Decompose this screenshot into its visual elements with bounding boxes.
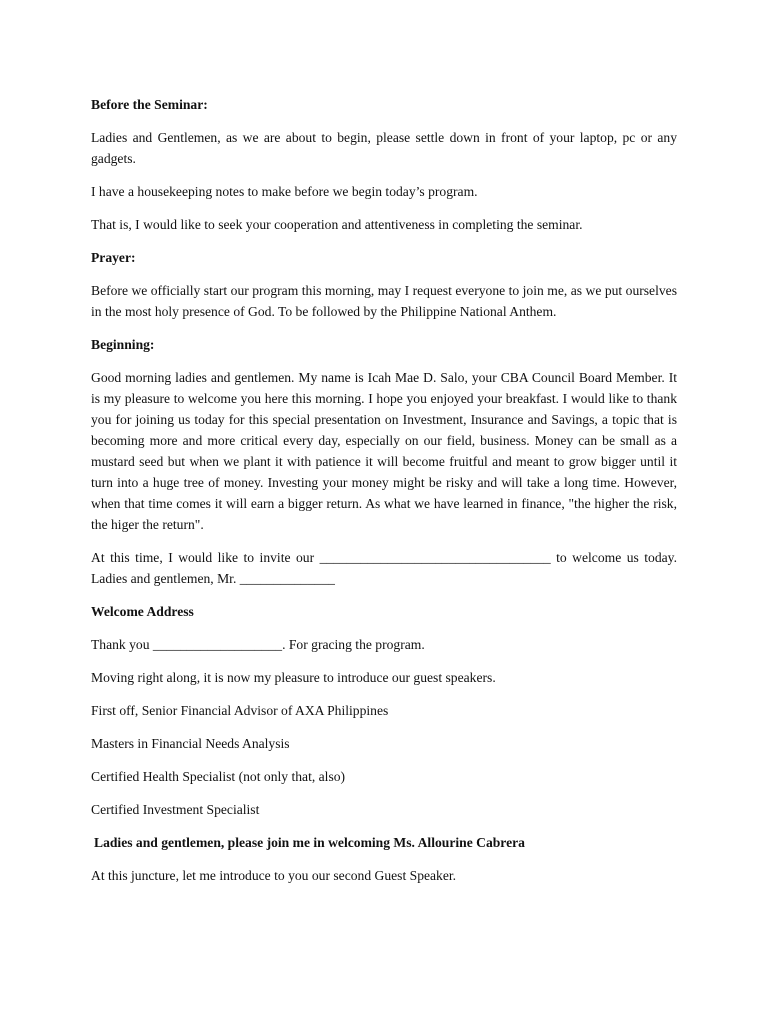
- heading-before-seminar: Before the Seminar:: [91, 97, 208, 112]
- invite-blank-2: ______________: [239, 571, 335, 586]
- invite-text-2: to welcome us today. Ladies and gentlemen, Mr.: [91, 550, 677, 586]
- paragraph-introduce-speakers: Moving right along, it is now my pleasure to introduce our guest speakers.: [91, 670, 496, 685]
- paragraph-cooperation: That is, I would like to seek your cooperation and attentiveness in completing the seminar.: [91, 217, 583, 232]
- heading-welcome-address: Welcome Address: [91, 604, 194, 619]
- paragraph-masters: Masters in Financial Needs Analysis: [91, 736, 290, 751]
- document-page: [91, 94, 677, 898]
- invite-text-1: At this time, I would like to invite our: [91, 550, 320, 565]
- paragraph-opening-remarks: Good morning ladies and gentlemen. My name is Icah Mae D. Salo, your CBA Council Board Member. It is my pleasure to welcome you here this morning. I hope you enjoyed your breakfast. I would like to thank you for joining us today for this special presentation on Investment, Insurance and Savings, a topic that is becoming more and more critical every day, especially on our field, business. Money can be small as a mustard seed but when we plant it with patience it will become fruitful and meant to grow bigger until it turn into a huge tree of money. Investing your money might be risky and will take a long time. However, when that time comes it will earn a bigger return. As what we have learned in finance, "the higher the risk, the higer the return".: [91, 370, 677, 532]
- paragraph-welcome-speaker: Ladies and gentlemen, please join me in welcoming Ms. Allourine Cabrera: [94, 835, 525, 850]
- heading-prayer: Prayer:: [91, 250, 136, 265]
- paragraph-settle-down: Ladies and Gentlemen, as we are about to begin, please settle down in front of your laptop, pc or any gadgets.: [91, 130, 677, 166]
- paragraph-prayer: Before we officially start our program this morning, may I request everyone to join me, as we put ourselves in the most holy presence of God. To be followed by the Philippine National Anthem.: [91, 283, 677, 319]
- paragraph-second-speaker: At this juncture, let me introduce to you our second Guest Speaker.: [91, 868, 457, 883]
- thank-text-1: Thank you: [91, 637, 153, 652]
- paragraph-investment-specialist: Certified Investment Specialist: [91, 802, 260, 817]
- paragraph-thank-you: [91, 634, 677, 655]
- paragraph-invite: [91, 547, 677, 589]
- heading-beginning: Beginning:: [91, 337, 155, 352]
- paragraph-health-specialist: Certified Health Specialist (not only that, also): [91, 769, 346, 784]
- thank-blank: ___________________: [152, 637, 283, 652]
- paragraph-senior-advisor: First off, Senior Financial Advisor of AXA Philippines: [91, 703, 389, 718]
- invite-blank-1: __________________________________: [319, 550, 551, 565]
- thank-text-2: . For gracing the program.: [282, 637, 425, 652]
- paragraph-housekeeping: I have a housekeeping notes to make before we begin today’s program.: [91, 184, 478, 199]
